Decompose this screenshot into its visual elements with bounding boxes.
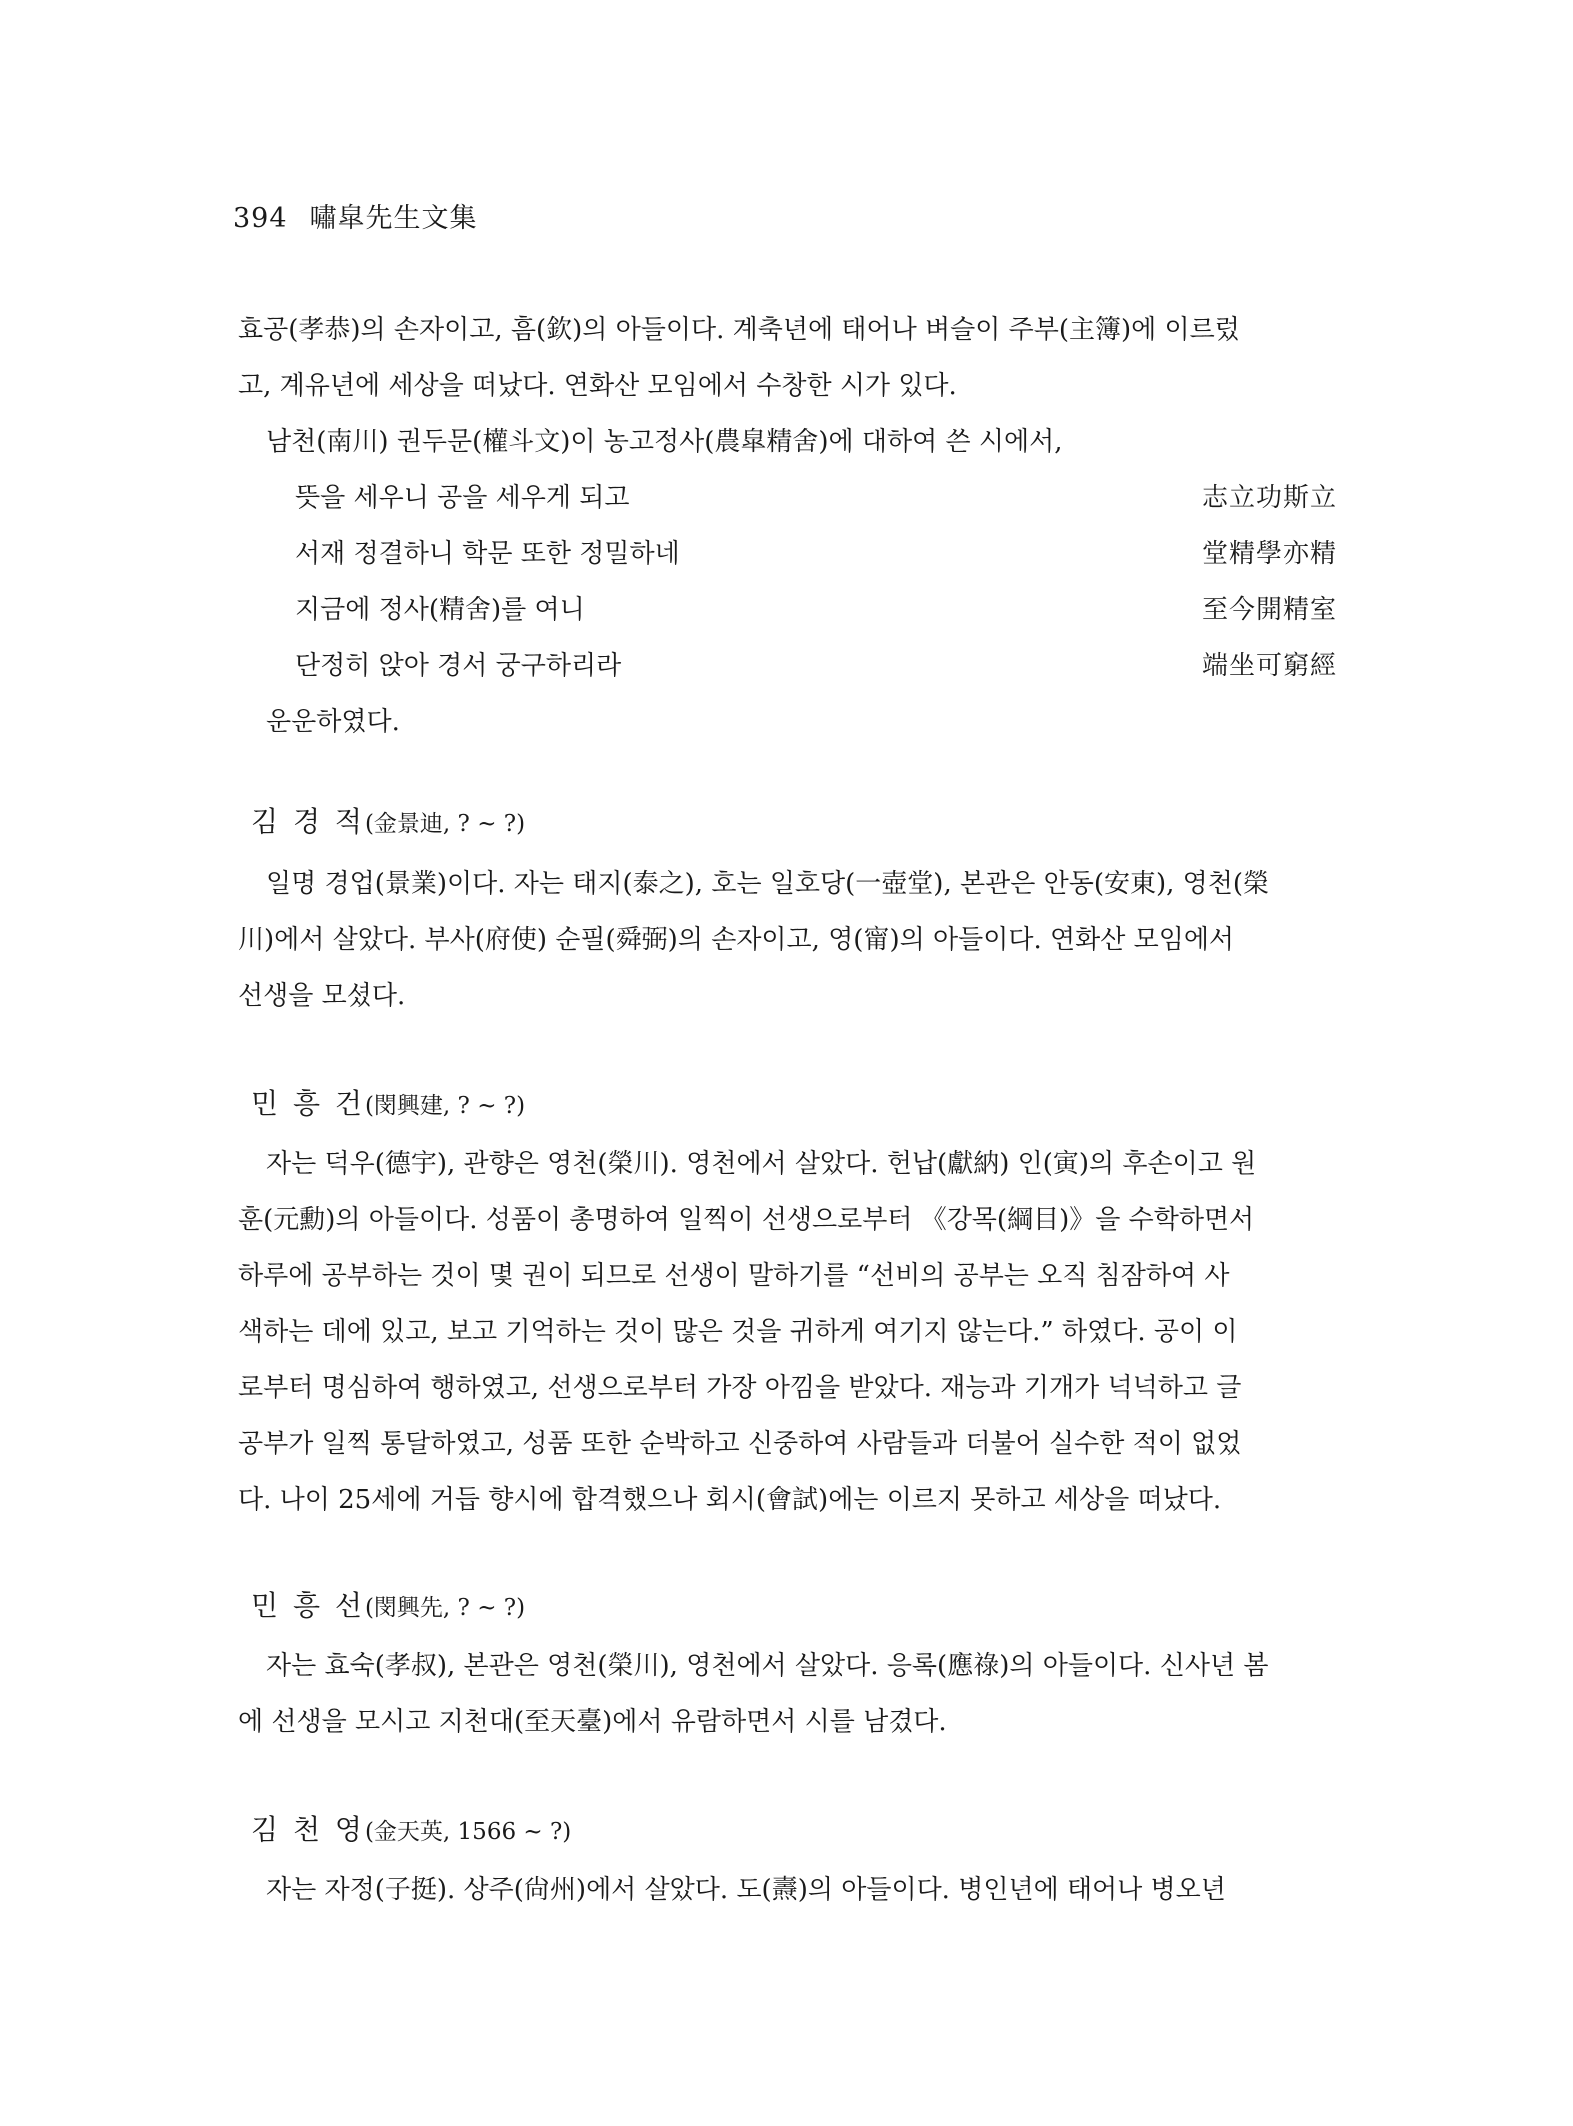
text-line: 로부터 명심하여 행하였고, 선생으로부터 가장 아낌을 받았다. 재능과 기개가 넉넉하고 글: [238, 1373, 1242, 1403]
poem-line: [295, 638, 1337, 694]
text-line: 운운하였다.: [266, 707, 400, 737]
poem-closing: [238, 694, 1336, 750]
book-title: 嘯皐先生文集: [309, 203, 478, 234]
text-line: 효공(孝恭)의 손자이고, 흠(欽)의 아들이다. 계축년에 태어나 벼슬이 주부(主簿)에 이르렀: [238, 315, 1240, 345]
poem-hanja: 志立功斯立: [1201, 483, 1337, 513]
entry-heading: [251, 1082, 525, 1122]
text-line: 자는 효숙(孝叔), 본관은 영천(榮川), 영천에서 살았다. 응록(應祿)의 아들이다. 신사년 봄: [266, 1651, 1269, 1681]
poem-line: [295, 582, 1337, 638]
entry-name: 민 흥 선: [251, 1589, 365, 1622]
entry-body: [238, 856, 1336, 1024]
poem-intro: 남천(南川) 권두문(權斗文)이 농고정사(農皐精舍)에 대하여 쓴 시에서,: [266, 427, 1063, 457]
entry-name: 김 경 적: [251, 805, 365, 838]
entry-heading: [251, 800, 525, 840]
entry-body: [238, 1862, 1336, 1918]
entry-heading: [251, 1808, 571, 1848]
text-line: 자는 자정(子挺). 상주(尙州)에서 살았다. 도(燾)의 아들이다. 병인년에 태어나 병오년: [266, 1875, 1226, 1905]
text-line: 색하는 데에 있고, 보고 기억하는 것이 많은 것을 귀하게 여기지 않는다.” 하였다. 공이 이: [238, 1317, 1238, 1347]
poem-korean: 뜻을 세우니 공을 세우게 되고: [295, 483, 630, 513]
text-line: 자는 덕우(德宇), 관향은 영천(榮川). 영천에서 살았다. 헌납(獻納) 인(寅)의 후손이고 원: [266, 1149, 1257, 1179]
poem-line: [295, 470, 1337, 526]
entry-heading: [251, 1584, 525, 1624]
entry-name: 김 천 영: [251, 1813, 365, 1846]
text-line: 다. 나이 25세에 거듭 향시에 합격했으나 회시(會試)에는 이르지 못하고 세상을 떠났다.: [238, 1485, 1222, 1515]
text-line: 고, 계유년에 세상을 떠났다. 연화산 모임에서 수창한 시가 있다.: [238, 371, 957, 401]
poem: [295, 470, 1337, 694]
entry-hanja-dates: (閔興先, ? ~ ?): [364, 1595, 526, 1621]
entry-body: [238, 1638, 1336, 1750]
intro-paragraph: [238, 302, 1336, 470]
text-line: 하루에 공부하는 것이 몇 권이 되므로 선생이 말하기를 “선비의 공부는 오직 침잠하여 사: [238, 1261, 1230, 1291]
entry-name: 민 흥 건: [251, 1087, 365, 1120]
entry-hanja-dates: (金景迪, ? ~ ?): [364, 811, 526, 837]
text-line: 일명 경업(景業)이다. 자는 태지(泰之), 호는 일호당(一壺堂), 본관은 안동(安東), 영천(榮: [266, 869, 1270, 899]
text-line: 훈(元勳)의 아들이다. 성품이 총명하여 일찍이 선생으로부터 《강목(綱目)》을 수학하면서: [238, 1205, 1255, 1235]
text-line: 공부가 일찍 통달하였고, 성품 또한 순박하고 신중하여 사람들과 더불어 실수한 적이 없었: [238, 1429, 1242, 1459]
text-line: 선생을 모셨다.: [238, 981, 406, 1011]
poem-korean: 서재 정결하니 학문 또한 정밀하네: [295, 539, 680, 569]
poem-korean: 단정히 앉아 경서 궁구하리라: [295, 651, 622, 681]
running-head: [233, 196, 478, 235]
poem-hanja: 至今開精室: [1201, 595, 1337, 625]
entry-body: [238, 1136, 1336, 1528]
poem-hanja: 端坐可窮經: [1201, 651, 1337, 681]
text-line: 에 선생을 모시고 지천대(至天臺)에서 유람하면서 시를 남겼다.: [238, 1707, 947, 1737]
poem-korean: 지금에 정사(精舍)를 여니: [295, 595, 585, 625]
poem-hanja: 堂精學亦精: [1201, 539, 1337, 569]
entry-hanja-dates: (閔興建, ? ~ ?): [364, 1093, 526, 1119]
poem-line: [295, 526, 1337, 582]
entry-hanja-dates: (金天英, 1566 ~ ?): [364, 1819, 572, 1845]
text-line: 川)에서 살았다. 부사(府使) 순필(舜弼)의 손자이고, 영(甯)의 아들이다. 연화산 모임에서: [238, 925, 1235, 955]
page-number: 394: [233, 203, 288, 234]
